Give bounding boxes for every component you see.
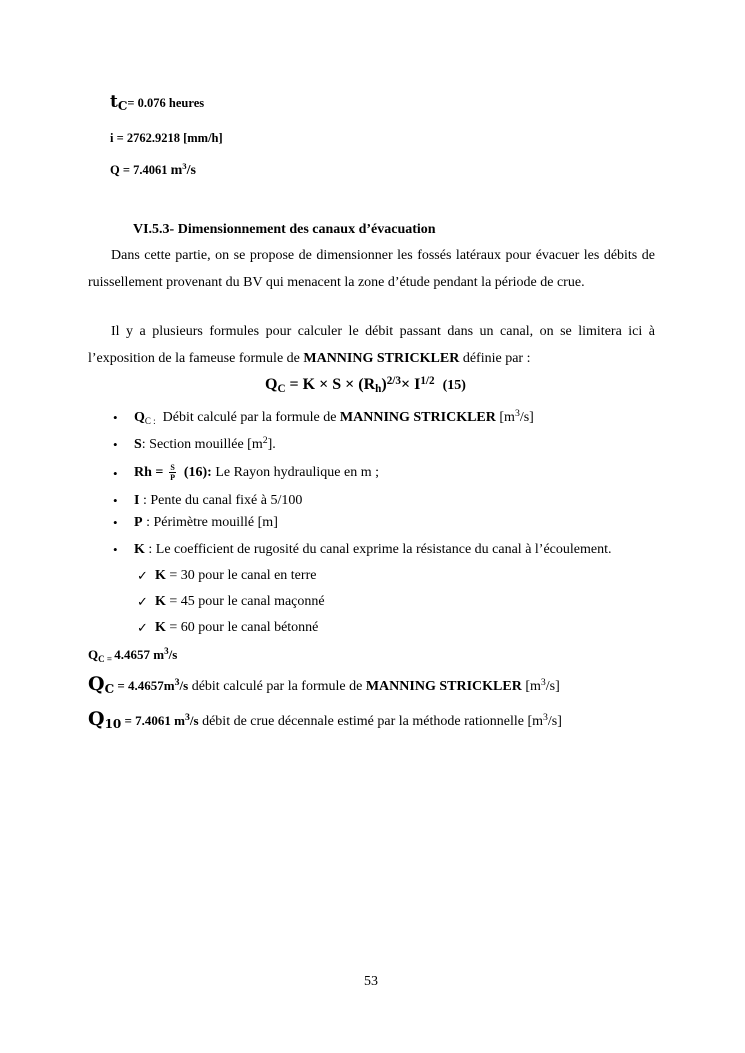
k-value-text: = 45 pour le canal maçonné [165,594,325,609]
bullet-i [134,493,302,509]
formula-q: Q [265,376,278,393]
bullet-icon: • [113,515,118,530]
bullet-k [134,542,611,558]
summary-3-exp: 3 [185,712,190,723]
bullet-p [134,515,278,531]
q-tail: /s [186,163,196,178]
bullet-icon: • [113,542,118,557]
s-text-a: : Section mouillée [m [141,437,263,452]
formula-number: (15) [442,378,466,393]
bullet-icon: • [113,466,118,481]
k-text: : Le coefficient de rugosité du canal exprime la résistance du canal à l’écoulement. [144,542,612,557]
summary-2-bold: MANNING STRICKLER [365,679,522,694]
summary-line-1 [88,647,177,663]
rh-den: P [170,473,176,483]
tc-symbol: t [110,92,118,112]
summary-1-tail: /s [168,647,178,662]
formula-rh-sub: h [375,383,382,395]
formula-exp1: 2/3 [386,375,401,387]
i-text: : Pente du canal fixé à 5/100 [139,493,303,508]
summary-3-unit-exp: 3 [543,712,548,723]
paragraph-2-pre: Il y a plusieurs formules pour calculer le débit passant dans un canal, on se limitera ici à l’exposition de la fameuse formule de [88,324,655,366]
k-value-2 [155,594,325,610]
k-value-3 [155,620,318,636]
tc-sub: C [117,99,128,113]
qc-label: Q [134,410,145,425]
summary-1-q: Q [88,647,99,662]
summary-3-eq: = 7.4061 m [121,713,186,728]
q-value: Q = 7.4061 [110,163,171,177]
summary-2-exp: 3 [174,677,180,688]
check-icon: ✓ [137,620,148,635]
summary-2-unit-b: /s] [545,679,560,694]
k-label: K [134,542,145,557]
k-value-text: = 60 pour le canal bétonné [165,620,319,635]
qc-unit-exp: 3 [514,408,520,419]
paragraph-2-bold: MANNING STRICKLER [303,351,460,366]
manning-formula [265,376,466,394]
q-result [110,163,196,179]
rh-label: Rh = [134,465,164,480]
paragraph-1-text: Dans cette partie, on se propose de dimensionner les fossés latéraux pour évacuer les débits de ruissellement provenant du BV qui menacent la zone d’étude pendant la période de crue. [88,248,655,290]
tc-text: = 0.076 heures [127,96,205,110]
formula-exp2: 1/2 [420,375,435,387]
q-unit: m [170,163,183,178]
qc-text: Débit calculé par la formule de [162,410,340,425]
paragraph-2-post: définie par : [459,351,531,366]
page-number: 53 [364,974,378,989]
s-text-b: ]. [267,437,276,452]
summary-2-q: Q [88,673,105,695]
summary-3-tail: /s [189,713,199,728]
bullet-icon: • [113,410,118,425]
rh-eq: (16): [183,465,212,480]
summary-2-text: débit calculé par la formule de [188,679,366,694]
summary-2-tail: /s [179,678,189,693]
summary-2-unit-a: [m [521,679,541,694]
summary-3-sub: 10 [104,717,122,731]
k-value-label: K [155,594,166,609]
bullet-icon: • [113,493,118,508]
i-result: i = 2762.9218 [mm/h] [110,131,223,145]
paragraph-1 [88,242,655,296]
formula-times: × I [400,376,421,393]
p-label: P [134,515,143,530]
formula-mid: = K × S × (R [285,376,376,393]
bullet-rh [134,460,379,486]
s-label: S [134,437,142,452]
summary-line-2 [88,673,560,695]
summary-2-eq: = 4.4657m [114,678,175,693]
qc-bold: MANNING STRICKLER [339,410,496,425]
summary-1-val: 4.4657 m [114,647,165,662]
qc-sub: C : [144,416,156,426]
summary-2-unit-exp: 3 [540,677,546,688]
k-value-label: K [155,620,166,635]
p-text: : Périmètre mouillé [m] [142,515,278,530]
rh-fraction [169,463,175,482]
summary-2-sub: C [104,682,115,696]
paragraph-2 [88,318,655,372]
qc-unit-b: /s] [519,410,534,425]
rh-num: S [170,463,175,473]
rh-text: Le Rayon hydraulique en m ; [211,465,380,480]
bullet-s [134,437,276,453]
qc-unit-a: [m [495,410,515,425]
summary-3-text: débit de crue décennale estimé par la méthode rationnelle [m [198,714,543,729]
k-value-label: K [155,568,166,583]
check-icon: ✓ [137,568,148,583]
q-exp: 3 [182,161,187,171]
s-exp: 2 [262,435,268,446]
k-value-1 [155,568,316,584]
section-heading: VI.5.3- Dimensionnement des canaux d’évacuation [133,222,436,237]
bullet-icon: • [113,437,118,452]
check-icon: ✓ [137,594,148,609]
formula-close: ) [381,376,387,393]
summary-3-unit-b: /s] [547,714,562,729]
tc-result [110,92,204,112]
summary-line-3 [88,708,562,730]
summary-1-sub: C = [98,654,115,664]
bullet-qc [134,410,534,426]
k-value-text: = 30 pour le canal en terre [165,568,317,583]
formula-q-sub: C [277,383,286,395]
summary-3-q: Q [88,708,105,730]
summary-1-exp: 3 [164,646,169,656]
i-label: I [134,493,140,508]
